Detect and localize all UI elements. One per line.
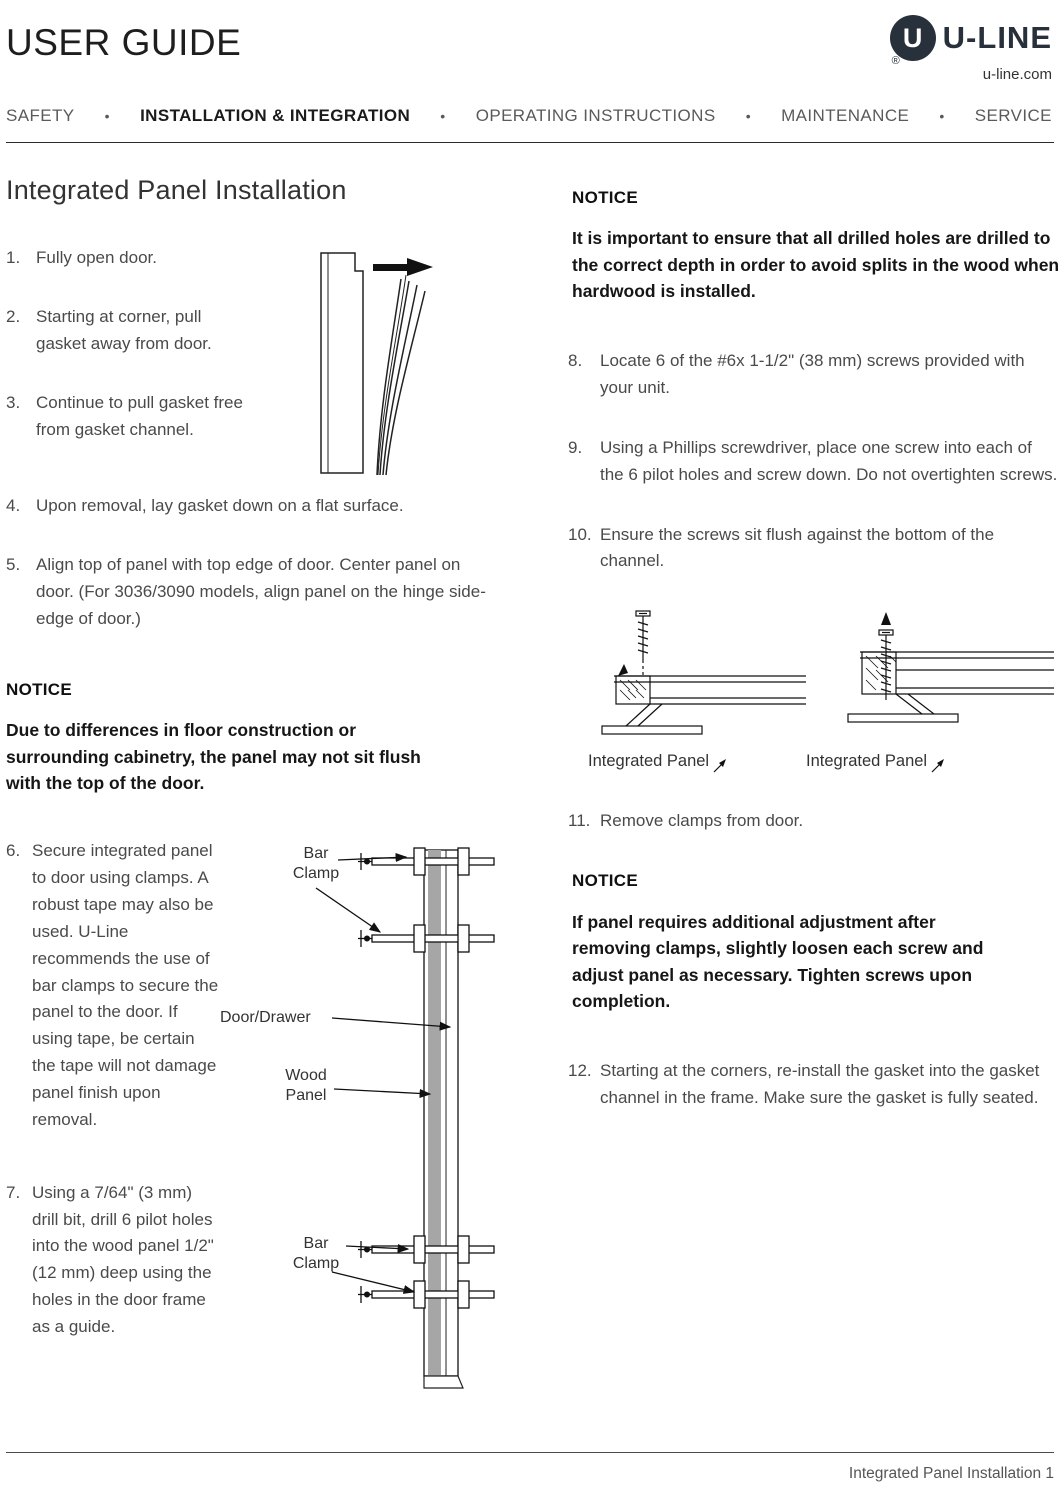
brand-wordmark: U-LINE [942,20,1052,55]
step-text: Starting at corner, pull gasket away from door. [36,307,212,353]
nav-bullet-icon: • [939,108,945,125]
step-text: Locate 6 of the #6x 1-1/2" (38 mm) screws provided with your unit. [600,351,1025,397]
page-title: Integrated Panel Installation [6,174,347,205]
nav-item-installation-integration: INSTALLATION & INTEGRATION [140,105,411,125]
label-text: Integrated Panel [806,752,928,771]
notice-label: NOTICE [572,187,639,207]
step-2 [6,304,246,358]
bar-clamp-bottom-label: Bar Clamp [292,1235,340,1273]
callout-arrow-icon [618,664,628,676]
screw-figure-right [846,608,1058,749]
integrated-panel-label-right [806,748,946,774]
nav-item-service: SERVICE [974,105,1052,125]
screw-channel-left-illustration [598,608,810,740]
step-number: 6. [6,841,21,861]
notice-text: If panel requires additional adjustment after removing clamps, slightly loosen each screw and adjust panel as necessary. Tighten screws upon completion. [572,912,984,1011]
callout-arrow-icon [712,758,728,774]
nav-item-maintenance: MAINTENANCE [781,105,910,125]
step-text: Starting at the corners, re-install the gasket into the gasket channel in the frame. Make sure the gasket is fully seated. [600,1061,1040,1107]
clamp-figure [218,842,498,1402]
step-number: 9. [568,437,583,457]
doc-title: USER GUIDE [6,22,242,63]
nav-bullet-icon: • [440,108,446,125]
step-number: 11. [568,811,591,831]
step-text: Remove clamps from door. [600,811,804,831]
step-5 [6,552,492,633]
right-column [568,155,1060,1415]
step-text: Fully open door. [36,248,157,268]
step-6 [6,838,220,1133]
left-column [6,155,502,1415]
steps-6-7-with-figure [6,838,502,1414]
nav-item-safety: SAFETY [6,105,75,125]
step-number: 5. [6,555,21,575]
bar-clamp-top-label: Bar Clamp [292,845,340,883]
step-text: Ensure the screws sit flush against the bottom of the channel. [600,524,995,571]
pull-arrow-icon [373,258,433,276]
step-8 [568,348,1060,402]
notice-adjust [572,868,1060,1014]
notice-text: It is important to ensure that all drilled holes are drilled to the correct depth in order to avoid splits in the wood when hardwood is installed. [572,228,1060,301]
step-text: Continue to pull gasket free from gasket channel. [36,392,243,439]
nav-bullet-icon: • [104,108,110,125]
nav-item-operating-instructions: OPERATING INSTRUCTIONS [475,105,716,125]
step-7 [6,1180,220,1341]
step-number: 1. [6,248,21,268]
callout-arrow-icon [930,758,946,774]
step-number: 8. [568,351,583,371]
step-11 [568,808,1060,835]
step-3 [6,390,246,444]
page-footer [6,1452,1054,1486]
clamp-diagram-illustration [218,842,498,1402]
notice-label: NOTICE [6,679,73,699]
screw-figure-left [598,608,810,749]
screw-channel-right-illustration [846,608,1058,740]
registered-mark: ® [891,55,900,68]
step-number: 12. [568,1061,592,1080]
step-12 [568,1058,1060,1112]
uline-logo-letter: U [902,23,923,54]
step-text: Using a 7/64" (3 mm) drill bit, drill 6 pilot holes into the wood panel 1/2" (12 mm) deep using the holes in the door frame as a guide. [32,1182,214,1336]
step-9 [568,435,1060,489]
section-nav [6,103,1054,143]
step-number: 4. [6,496,21,516]
door-gasket-figure [309,245,449,483]
notice-label: NOTICE [572,871,639,891]
step-number: 10. [568,524,592,544]
notice-text: Due to differences in floor construction or surrounding cabinetry, the panel may not sit flush with the top of the door. [6,720,421,793]
step-1 [6,245,246,272]
uline-logo [890,14,1052,87]
step-text: Using a Phillips screwdriver, place one screw into each of the 6 pilot holes and screw down. Do not overtighten screws. [600,437,1058,484]
integrated-panel-label-left [588,748,728,774]
step-number: 3. [6,392,21,412]
wood-panel-label: Wood Panel [285,1067,327,1105]
step-4 [6,493,492,520]
header [6,14,1054,87]
steps-1-3-with-figure [6,245,502,493]
screw-channel-figures [568,608,1060,786]
step-number: 7. [6,1182,21,1202]
door-drawer-label: Door/Drawer [220,1009,311,1027]
notice-floor [6,677,502,797]
door-gasket-illustration [309,245,449,483]
step-text: Align top of panel with top edge of door. Center panel on door. (For 3036/3090 models, align panel on the hinge side-edge of door.) [36,555,486,628]
step-text: Upon removal, lay gasket down on a flat surface. [36,496,404,516]
notice-holes [572,185,1060,305]
footer-page-label: Integrated Panel Installation 1 [848,1464,1054,1482]
callout-arrow-icon [881,612,891,625]
step-number: 2. [6,307,21,327]
step-10 [568,522,1060,576]
nav-bullet-icon: • [745,108,752,125]
step-text: Secure integrated panel to door using clamps. A robust tape may also be used. U-Line recommends the use of bar clamps to secure the panel to the door. If using tape, be certain the tape will not damage panel finish upon removal. [32,841,219,1129]
website-url: u-line.com [982,65,1052,83]
label-text: Integrated Panel [588,752,710,771]
content-columns [6,155,1060,1415]
